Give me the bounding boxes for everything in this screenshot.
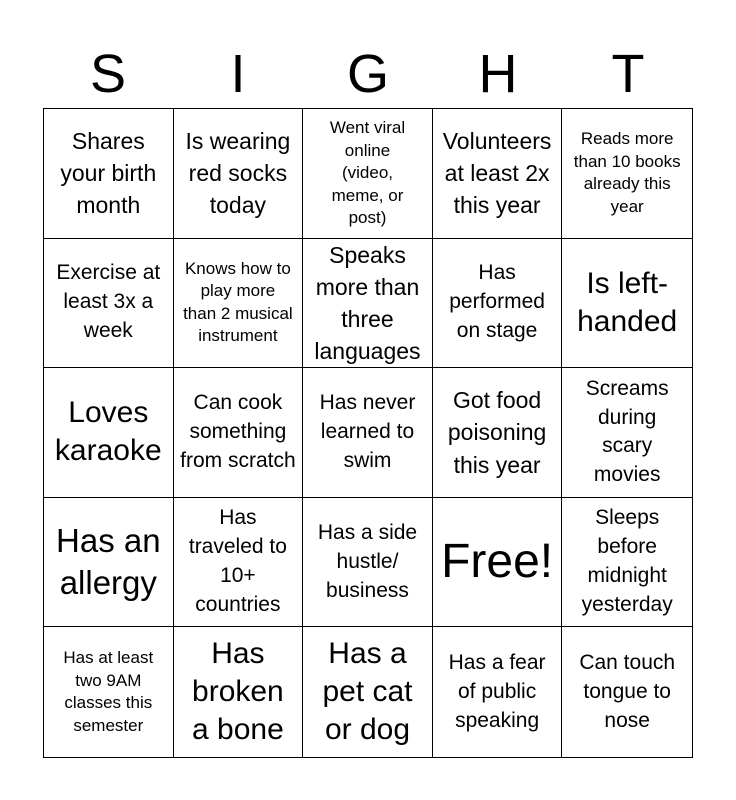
cell-text: Has a pet cat or dog [322, 636, 413, 747]
bingo-cell[interactable] [562, 368, 692, 498]
cell-text: Exercise at least 3x a week [56, 261, 161, 343]
cell-text: Went viral online (video, meme, or post) [329, 118, 406, 227]
header-letter-s: S [89, 44, 127, 104]
cell-text: Has traveled to 10+ countries [188, 506, 287, 617]
bingo-cell[interactable] [303, 239, 433, 369]
bingo-cell[interactable] [303, 368, 433, 498]
cell-text: Speaks more than three languages [314, 241, 421, 365]
bingo-cell[interactable] [174, 239, 304, 369]
header-letter-i: I [230, 44, 246, 104]
bingo-cell[interactable] [433, 627, 563, 757]
bingo-cell[interactable] [303, 109, 433, 239]
bingo-cell[interactable] [44, 627, 174, 757]
bingo-cell[interactable] [562, 239, 692, 369]
cell-text: Has never learned to swim [319, 391, 416, 472]
bingo-cell[interactable] [44, 239, 174, 369]
cell-text: Is wearing red socks today [185, 128, 291, 219]
header-letter-g: G [346, 44, 389, 104]
bingo-cell[interactable] [174, 368, 304, 498]
bingo-cell[interactable] [44, 498, 174, 628]
cell-text: Sleeps before midnight yesterday [581, 506, 673, 617]
bingo-board [43, 108, 693, 758]
cell-text: Reads more than 10 books already this year [573, 129, 681, 216]
header-letter-h: H [478, 44, 518, 104]
bingo-cell[interactable] [433, 239, 563, 369]
bingo-cell[interactable] [433, 368, 563, 498]
bingo-header [43, 40, 693, 108]
cell-text: Can cook something from scratch [180, 391, 296, 472]
cell-text: Knows how to play more than 2 musical instrument [183, 259, 293, 346]
cell-text: Is left-handed [577, 266, 678, 338]
bingo-cell[interactable] [174, 498, 304, 628]
cell-text: Shares your birth month [60, 128, 157, 219]
cell-text: Has an allergy [56, 521, 161, 602]
header-letter-t: T [611, 44, 645, 104]
cell-text: Can touch tongue to nose [579, 650, 676, 732]
free-space-cell[interactable] [433, 498, 563, 628]
bingo-cell[interactable] [44, 109, 174, 239]
cell-text: Has performed on stage [449, 261, 545, 343]
bingo-cell[interactable] [174, 627, 304, 757]
cell-text: Has a side hustle/ business [317, 520, 418, 602]
cell-text: Screams during scary movies [585, 376, 669, 487]
bingo-cell[interactable] [433, 109, 563, 239]
cell-text: Has a fear of public speaking [448, 650, 546, 732]
bingo-cell[interactable] [562, 498, 692, 628]
cell-text: Loves karaoke [54, 396, 162, 468]
cell-text: Has at least two 9AM classes this semester [63, 648, 154, 735]
bingo-cell[interactable] [562, 109, 692, 239]
free-space-text: Free! [441, 535, 554, 589]
bingo-cell[interactable] [174, 109, 304, 239]
bingo-cell[interactable] [303, 627, 433, 757]
cell-text: Got food poisoning this year [447, 387, 547, 478]
bingo-cell[interactable] [303, 498, 433, 628]
bingo-cell[interactable] [562, 627, 692, 757]
bingo-cell[interactable] [44, 368, 174, 498]
cell-text: Has broken a bone [192, 636, 284, 747]
cell-text: Volunteers at least 2x this year [442, 128, 552, 219]
